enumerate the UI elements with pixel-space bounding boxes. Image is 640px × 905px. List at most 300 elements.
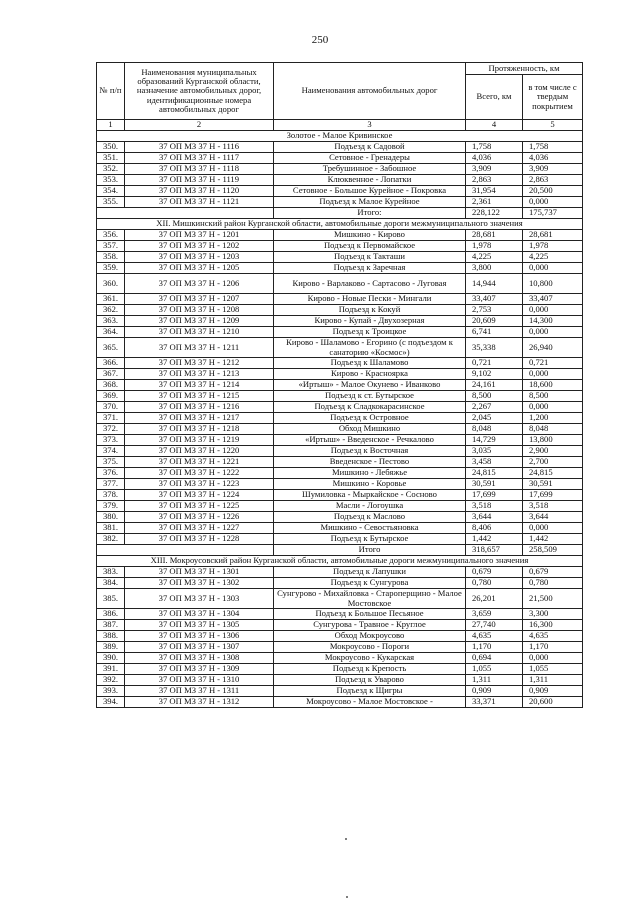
table-row (97, 446, 583, 457)
table-row (97, 631, 583, 642)
road-id: 37 ОП МЗ 37 Н - 1311 (125, 686, 274, 697)
road-id: 37 ОП МЗ 37 Н - 1206 (125, 274, 274, 294)
road-length-hard: 3,644 (523, 512, 583, 523)
table-row (97, 305, 583, 316)
road-name: Клюквенное - Лопатки (274, 175, 466, 186)
road-length-hard: 0,780 (523, 578, 583, 589)
road-length-total: 1,978 (466, 241, 523, 252)
road-length-hard: 1,170 (523, 642, 583, 653)
road-length-total: 3,909 (466, 164, 523, 175)
road-id: 37 ОП МЗ 37 Н - 1304 (125, 609, 274, 620)
scan-speck (346, 896, 348, 898)
road-length-total: 28,681 (466, 230, 523, 241)
table-row (97, 620, 583, 631)
road-id: 37 ОП МЗ 37 Н - 1222 (125, 468, 274, 479)
row-number: 388. (97, 631, 125, 642)
section-row (97, 131, 583, 142)
road-name: Мишкино - Коровье (274, 479, 466, 490)
road-name: Подъезд к Троицкое (274, 327, 466, 338)
road-length-total: 1,055 (466, 664, 523, 675)
row-number: 367. (97, 369, 125, 380)
road-length-hard: 14,300 (523, 316, 583, 327)
road-length-hard: 21,500 (523, 589, 583, 609)
road-name: Обход Мокроусово (274, 631, 466, 642)
total-hard-surface: 258,509 (523, 545, 583, 556)
road-length-total: 3,644 (466, 512, 523, 523)
road-name: Подъезд к ст. Бутырское (274, 391, 466, 402)
road-length-total: 33,407 (466, 294, 523, 305)
row-number: 351. (97, 153, 125, 164)
road-length-hard: 0,000 (523, 369, 583, 380)
road-length-hard: 8,048 (523, 424, 583, 435)
road-length-total: 26,201 (466, 589, 523, 609)
table-row (97, 697, 583, 708)
road-name: Кирово - Купай - Двухозерная (274, 316, 466, 327)
road-length-total: 0,679 (466, 567, 523, 578)
table-row (97, 567, 583, 578)
road-length-total: 3,458 (466, 457, 523, 468)
table-row (97, 642, 583, 653)
road-name: Подъезд к Бутырское (274, 534, 466, 545)
road-id: 37 ОП МЗ 37 Н - 1216 (125, 402, 274, 413)
road-length-total: 2,863 (466, 175, 523, 186)
road-length-hard: 0,000 (523, 305, 583, 316)
road-name: Требушинное - Забошное (274, 164, 466, 175)
road-length-total: 4,635 (466, 631, 523, 642)
road-length-hard: 0,000 (523, 523, 583, 534)
road-id: 37 ОП МЗ 37 Н - 1218 (125, 424, 274, 435)
column-number: 5 (523, 120, 583, 131)
road-id: 37 ОП МЗ 37 Н - 1117 (125, 153, 274, 164)
road-id: 37 ОП МЗ 37 Н - 1217 (125, 413, 274, 424)
road-id: 37 ОП МЗ 37 Н - 1207 (125, 294, 274, 305)
road-length-total: 8,048 (466, 424, 523, 435)
row-number: 372. (97, 424, 125, 435)
row-number: 365. (97, 338, 125, 358)
row-number: 356. (97, 230, 125, 241)
row-number: 352. (97, 164, 125, 175)
road-length-hard: 18,600 (523, 380, 583, 391)
column-number-row (97, 120, 583, 131)
road-name: Сетовное - Большое Курейное - Покровка (274, 186, 466, 197)
road-id: 37 ОП МЗ 37 Н - 1308 (125, 653, 274, 664)
table-row (97, 479, 583, 490)
table-row (97, 457, 583, 468)
road-length-hard: 20,500 (523, 186, 583, 197)
road-id: 37 ОП МЗ 37 Н - 1208 (125, 305, 274, 316)
table-row (97, 413, 583, 424)
road-id: 37 ОП МЗ 37 Н - 1303 (125, 589, 274, 609)
road-length-total: 3,800 (466, 263, 523, 274)
table-row (97, 578, 583, 589)
road-name: Подъезд к Островное (274, 413, 466, 424)
road-length-total: 2,753 (466, 305, 523, 316)
road-id: 37 ОП МЗ 37 Н - 1116 (125, 142, 274, 153)
row-number: 364. (97, 327, 125, 338)
road-length-hard: 17,699 (523, 490, 583, 501)
total-hard-surface: 175,737 (523, 208, 583, 219)
row-number: 381. (97, 523, 125, 534)
row-number: 360. (97, 274, 125, 294)
road-name: Подъезд к Уварово (274, 675, 466, 686)
road-length-hard: 1,200 (523, 413, 583, 424)
road-name: «Иртыш» - Введенское - Речкалово (274, 435, 466, 446)
road-length-total: 0,780 (466, 578, 523, 589)
road-name: Введенское - Пестово (274, 457, 466, 468)
road-length-total: 8,406 (466, 523, 523, 534)
header-road-name: Наименования автомобильных дорог (274, 63, 466, 120)
table-row (97, 186, 583, 197)
road-length-total: 3,035 (466, 446, 523, 457)
table-row (97, 164, 583, 175)
road-id: 37 ОП МЗ 37 Н - 1213 (125, 369, 274, 380)
road-name: Подъезд к Сладкокарасинское (274, 402, 466, 413)
row-number: 350. (97, 142, 125, 153)
section-title: XIII. Мокроусовский район Курганской области, автомобильные дороги межмуниципального значения (97, 556, 583, 567)
header-number: № п/п (97, 63, 125, 120)
road-length-hard: 0,000 (523, 653, 583, 664)
road-id: 37 ОП МЗ 37 Н - 1302 (125, 578, 274, 589)
row-number: 380. (97, 512, 125, 523)
table-row (97, 609, 583, 620)
road-id: 37 ОП МЗ 37 Н - 1119 (125, 175, 274, 186)
table-row (97, 230, 583, 241)
road-length-hard: 4,036 (523, 153, 583, 164)
table-row (97, 153, 583, 164)
table-row (97, 653, 583, 664)
road-length-hard: 0,000 (523, 263, 583, 274)
road-length-hard: 24,815 (523, 468, 583, 479)
section-row (97, 219, 583, 230)
header-row (97, 63, 583, 75)
road-length-total: 24,815 (466, 468, 523, 479)
road-id: 37 ОП МЗ 37 Н - 1301 (125, 567, 274, 578)
road-id: 37 ОП МЗ 37 Н - 1307 (125, 642, 274, 653)
table-row (97, 512, 583, 523)
road-length-hard: 33,407 (523, 294, 583, 305)
road-length-hard: 1,758 (523, 142, 583, 153)
road-id: 37 ОП МЗ 37 Н - 1312 (125, 697, 274, 708)
road-name: Кирово - Новые Пески - Мингали (274, 294, 466, 305)
road-name: Мишкино - Лебяжье (274, 468, 466, 479)
road-name: «Иртыш» - Малое Окунево - Иванково (274, 380, 466, 391)
page-number: 250 (311, 34, 329, 46)
road-length-hard: 1,311 (523, 675, 583, 686)
road-length-hard: 0,000 (523, 197, 583, 208)
road-length-total: 2,361 (466, 197, 523, 208)
table-row (97, 435, 583, 446)
table-row (97, 534, 583, 545)
road-length-hard: 26,940 (523, 338, 583, 358)
road-length-total: 30,591 (466, 479, 523, 490)
road-name: Мокроусово - Кукарская (274, 653, 466, 664)
row-number: 361. (97, 294, 125, 305)
table-row (97, 501, 583, 512)
road-name: Мокроусово - Малое Мостовское - (274, 697, 466, 708)
road-length-total: 0,909 (466, 686, 523, 697)
row-number: 385. (97, 589, 125, 609)
roads-table-body (97, 63, 583, 708)
row-number: 368. (97, 380, 125, 391)
road-name: Мишкино - Севостьяновка (274, 523, 466, 534)
row-number: 390. (97, 653, 125, 664)
header-municipality: Наименования муниципальных образований Курганской области, назначение автомобильных дорог, идентификационные номера автомобильных дорог (125, 63, 274, 120)
table-row (97, 686, 583, 697)
row-number: 366. (97, 358, 125, 369)
road-length-hard: 28,681 (523, 230, 583, 241)
scan-speck (345, 838, 347, 840)
total-length: 318,657 (466, 545, 523, 556)
road-id: 37 ОП МЗ 37 Н - 1214 (125, 380, 274, 391)
row-number: 394. (97, 697, 125, 708)
road-id: 37 ОП МЗ 37 Н - 1227 (125, 523, 274, 534)
header-total: Всего, км (466, 75, 523, 120)
row-number: 379. (97, 501, 125, 512)
road-length-total: 1,758 (466, 142, 523, 153)
row-number: 392. (97, 675, 125, 686)
row-number: 376. (97, 468, 125, 479)
road-id: 37 ОП МЗ 37 Н - 1221 (125, 457, 274, 468)
road-name: Сетовное - Гренадеры (274, 153, 466, 164)
header-length: Протяженность, км (466, 63, 583, 75)
table-row (97, 358, 583, 369)
table-row (97, 490, 583, 501)
road-id: 37 ОП МЗ 37 Н - 1120 (125, 186, 274, 197)
road-length-total: 8,500 (466, 391, 523, 402)
road-id: 37 ОП МЗ 37 Н - 1202 (125, 241, 274, 252)
row-number: 355. (97, 197, 125, 208)
road-length-hard: 2,863 (523, 175, 583, 186)
road-name: Подъезд к Шаламово (274, 358, 466, 369)
road-length-total: 20,609 (466, 316, 523, 327)
row-number: 359. (97, 263, 125, 274)
row-number: 363. (97, 316, 125, 327)
row-number: 389. (97, 642, 125, 653)
road-length-hard: 0,909 (523, 686, 583, 697)
road-id: 37 ОП МЗ 37 Н - 1201 (125, 230, 274, 241)
road-length-total: 1,442 (466, 534, 523, 545)
road-length-hard: 4,635 (523, 631, 583, 642)
road-length-total: 14,729 (466, 435, 523, 446)
road-length-total: 0,721 (466, 358, 523, 369)
road-id: 37 ОП МЗ 37 Н - 1209 (125, 316, 274, 327)
road-length-hard: 20,600 (523, 697, 583, 708)
road-length-hard: 8,500 (523, 391, 583, 402)
row-number: 370. (97, 402, 125, 413)
road-length-total: 2,267 (466, 402, 523, 413)
road-length-total: 4,036 (466, 153, 523, 164)
road-name: Подъезд к Первомайское (274, 241, 466, 252)
total-label: Итого (274, 545, 466, 556)
road-name: Масли - Логоушка (274, 501, 466, 512)
road-length-total: 3,518 (466, 501, 523, 512)
road-id: 37 ОП МЗ 37 Н - 1121 (125, 197, 274, 208)
section-title: Золотое - Малое Кривинское (97, 131, 583, 142)
row-number: 391. (97, 664, 125, 675)
total-spacer (97, 545, 274, 556)
road-name: Подъезд к Малое Курейное (274, 197, 466, 208)
road-length-total: 35,338 (466, 338, 523, 358)
road-length-hard: 3,300 (523, 609, 583, 620)
table-row (97, 369, 583, 380)
road-id: 37 ОП МЗ 37 Н - 1210 (125, 327, 274, 338)
row-number: 371. (97, 413, 125, 424)
row-number: 374. (97, 446, 125, 457)
road-name: Сунгурова - Травное - Круглое (274, 620, 466, 631)
road-length-hard: 1,055 (523, 664, 583, 675)
total-spacer (97, 208, 274, 219)
road-length-hard: 1,442 (523, 534, 583, 545)
row-number: 386. (97, 609, 125, 620)
road-length-hard: 3,518 (523, 501, 583, 512)
table-row (97, 252, 583, 263)
road-name: Подъезд к Садовой (274, 142, 466, 153)
road-name: Подъезд к Щигры (274, 686, 466, 697)
road-id: 37 ОП МЗ 37 Н - 1226 (125, 512, 274, 523)
road-id: 37 ОП МЗ 37 Н - 1310 (125, 675, 274, 686)
road-name: Подъезд к Маслово (274, 512, 466, 523)
road-length-hard: 1,978 (523, 241, 583, 252)
table-row (97, 294, 583, 305)
table-row (97, 175, 583, 186)
road-length-total: 9,102 (466, 369, 523, 380)
row-number: 358. (97, 252, 125, 263)
table-row (97, 241, 583, 252)
column-number: 4 (466, 120, 523, 131)
road-name: Мишкино - Кирово (274, 230, 466, 241)
road-length-total: 1,170 (466, 642, 523, 653)
road-id: 37 ОП МЗ 37 Н - 1309 (125, 664, 274, 675)
road-id: 37 ОП МЗ 37 Н - 1305 (125, 620, 274, 631)
road-length-total: 6,741 (466, 327, 523, 338)
table-row (97, 468, 583, 479)
row-number: 362. (97, 305, 125, 316)
table-row (97, 327, 583, 338)
road-name: Обход Мишкино (274, 424, 466, 435)
road-length-total: 24,161 (466, 380, 523, 391)
table-row (97, 338, 583, 358)
road-length-hard: 30,591 (523, 479, 583, 490)
roads-table (96, 62, 583, 708)
road-length-hard: 4,225 (523, 252, 583, 263)
road-id: 37 ОП МЗ 37 Н - 1215 (125, 391, 274, 402)
road-id: 37 ОП МЗ 37 Н - 1223 (125, 479, 274, 490)
road-name: Подъезд к Крепость (274, 664, 466, 675)
table-row (97, 402, 583, 413)
table-row (97, 274, 583, 294)
table-row (97, 263, 583, 274)
row-number: 382. (97, 534, 125, 545)
road-name: Подъезд к Кокуй (274, 305, 466, 316)
row-number: 377. (97, 479, 125, 490)
table-row (97, 424, 583, 435)
total-label: Итого: (274, 208, 466, 219)
header-hard-surface: в том числе с твердым покрытием (523, 75, 583, 120)
column-number: 3 (274, 120, 466, 131)
road-id: 37 ОП МЗ 37 Н - 1228 (125, 534, 274, 545)
row-number: 383. (97, 567, 125, 578)
road-name: Подъезд к Сунгурова (274, 578, 466, 589)
road-length-hard: 3,909 (523, 164, 583, 175)
total-length: 228,122 (466, 208, 523, 219)
road-length-total: 14,944 (466, 274, 523, 294)
road-id: 37 ОП МЗ 37 Н - 1118 (125, 164, 274, 175)
road-name: Подъезд к Большое Песьяное (274, 609, 466, 620)
road-length-total: 0,694 (466, 653, 523, 664)
table-row (97, 675, 583, 686)
section-title: XII. Мишкинский район Курганской области, автомобильные дороги межмуниципального значения (97, 219, 583, 230)
road-length-total: 1,311 (466, 675, 523, 686)
road-id: 37 ОП МЗ 37 Н - 1306 (125, 631, 274, 642)
total-row (97, 545, 583, 556)
row-number: 369. (97, 391, 125, 402)
road-name: Кирово - Варлаково - Сартасово - Луговая (274, 274, 466, 294)
road-length-hard: 2,700 (523, 457, 583, 468)
road-length-hard: 2,900 (523, 446, 583, 457)
table-row (97, 316, 583, 327)
road-length-hard: 13,800 (523, 435, 583, 446)
road-id: 37 ОП МЗ 37 Н - 1212 (125, 358, 274, 369)
road-id: 37 ОП МЗ 37 Н - 1203 (125, 252, 274, 263)
road-length-total: 4,225 (466, 252, 523, 263)
road-name: Подъезд к Восточная (274, 446, 466, 457)
table-row (97, 664, 583, 675)
road-length-total: 27,740 (466, 620, 523, 631)
road-name: Подъезд к Заречная (274, 263, 466, 274)
table-row (97, 197, 583, 208)
column-number: 2 (125, 120, 274, 131)
section-row (97, 556, 583, 567)
road-length-hard: 16,300 (523, 620, 583, 631)
row-number: 373. (97, 435, 125, 446)
road-name: Сунгурово - Михайловка - Староперщино - Малое Мостовское (274, 589, 466, 609)
row-number: 393. (97, 686, 125, 697)
row-number: 375. (97, 457, 125, 468)
road-id: 37 ОП МЗ 37 Н - 1205 (125, 263, 274, 274)
column-number: 1 (97, 120, 125, 131)
road-name: Мокроусово - Пороги (274, 642, 466, 653)
table-row (97, 142, 583, 153)
row-number: 384. (97, 578, 125, 589)
road-name: Кирово - Красноярка (274, 369, 466, 380)
table-row (97, 380, 583, 391)
table-row (97, 523, 583, 534)
road-id: 37 ОП МЗ 37 Н - 1224 (125, 490, 274, 501)
road-name: Кирово - Шаламово - Егорино (с подъездом к санаторию «Космос») (274, 338, 466, 358)
road-id: 37 ОП МЗ 37 Н - 1220 (125, 446, 274, 457)
table-row (97, 391, 583, 402)
road-length-hard: 0,000 (523, 327, 583, 338)
row-number: 387. (97, 620, 125, 631)
road-id: 37 ОП МЗ 37 Н - 1219 (125, 435, 274, 446)
row-number: 353. (97, 175, 125, 186)
road-id: 37 ОП МЗ 37 Н - 1225 (125, 501, 274, 512)
road-length-total: 33,371 (466, 697, 523, 708)
row-number: 378. (97, 490, 125, 501)
road-length-total: 2,045 (466, 413, 523, 424)
table-row (97, 589, 583, 609)
road-name: Подъезд к Лапушки (274, 567, 466, 578)
road-length-total: 3,659 (466, 609, 523, 620)
road-length-total: 31,954 (466, 186, 523, 197)
road-name: Подъезд к Такташи (274, 252, 466, 263)
road-length-hard: 0,721 (523, 358, 583, 369)
road-length-hard: 0,000 (523, 402, 583, 413)
row-number: 357. (97, 241, 125, 252)
road-id: 37 ОП МЗ 37 Н - 1211 (125, 338, 274, 358)
road-name: Шумиловка - Мыркайское - Сосново (274, 490, 466, 501)
road-length-hard: 10,800 (523, 274, 583, 294)
